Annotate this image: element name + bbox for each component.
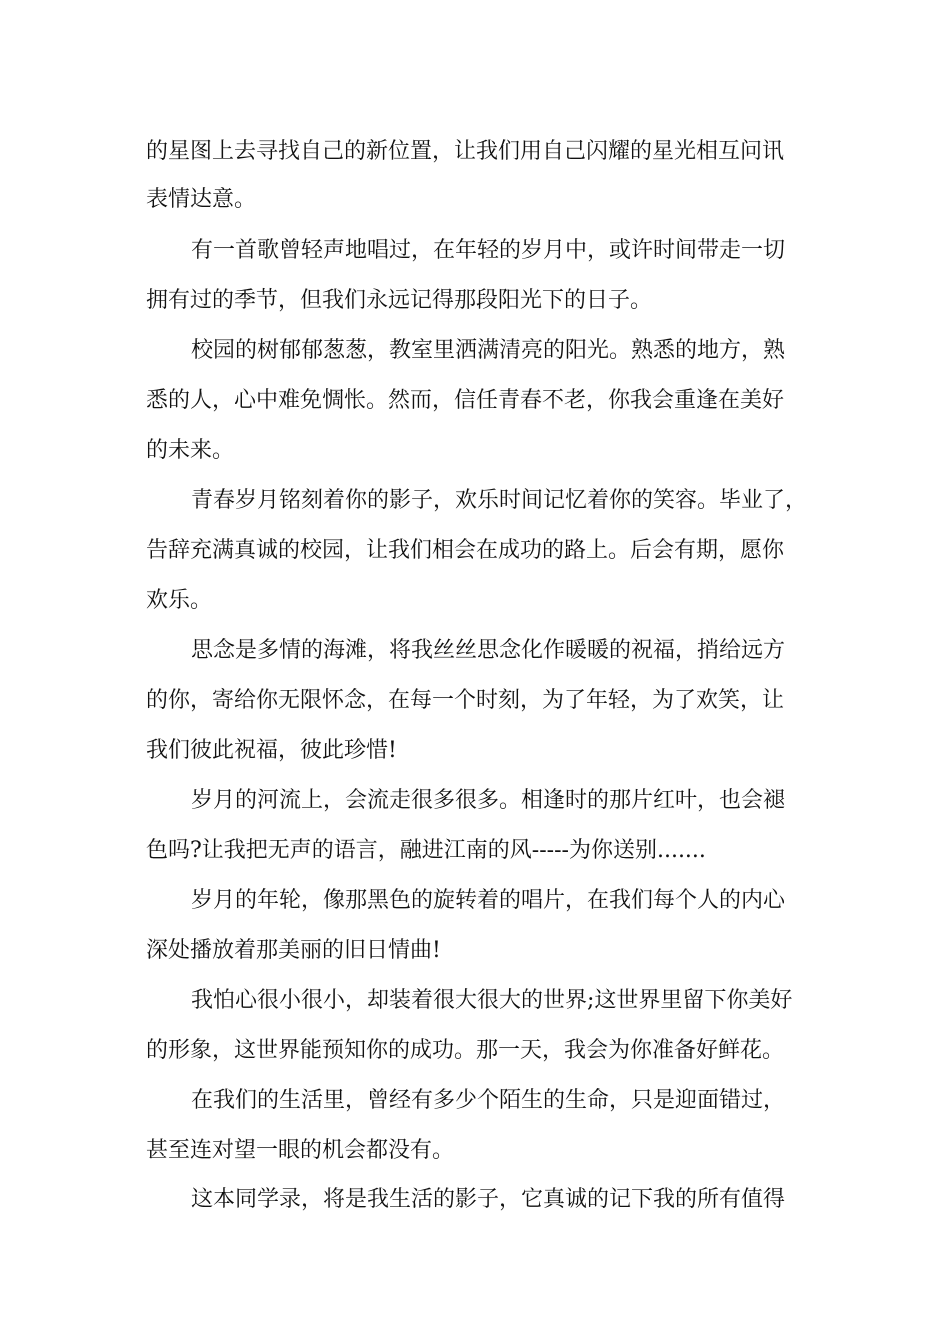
text-line: 岁月的河流上，会流走很多很多。相逢时的那片红叶，也会褪 [191, 788, 786, 813]
text-line: 的未来。 [146, 438, 235, 463]
text-line: 青春岁月铭刻着你的影子，欢乐时间记忆着你的笑容。毕业了， [191, 488, 808, 513]
text-line: 悉的人，心中难免惆怅。然而，信任青春不老，你我会重逢在美好 [146, 388, 785, 413]
text-line: 色吗?让我把无声的语言，融进江南的风-----为你送别....... [146, 838, 706, 863]
text-line: 有一首歌曾轻声地唱过，在年轻的岁月中，或许时间带走一切 [191, 238, 786, 263]
text-line: 的形象，这世界能预知你的成功。那一天，我会为你准备好鲜花。 [146, 1038, 785, 1063]
text-line: 我们彼此祝福，彼此珍惜! [146, 738, 397, 763]
text-line: 思念是多情的海滩，将我丝丝思念化作暖暖的祝福，捎给远方 [191, 638, 786, 663]
text-line: 在我们的生活里，曾经有多少个陌生的生命，只是迎面错过， [191, 1088, 786, 1113]
text-line: 表情达意。 [146, 187, 257, 212]
text-line: 这本同学录，将是我生活的影子，它真诚的记下我的所有值得 [191, 1187, 786, 1212]
text-line: 甚至连对望一眼的机会都没有。 [146, 1138, 455, 1163]
text-line: 拥有过的季节，但我们永远记得那段阳光下的日子。 [146, 288, 653, 313]
text-line: 告辞充满真诚的校园，让我们相会在成功的路上。后会有期，愿你 [146, 538, 785, 563]
text-line: 深处播放着那美丽的旧日情曲! [146, 938, 441, 963]
text-line: 欢乐。 [146, 588, 213, 613]
text-line: 校园的树郁郁葱葱，教室里洒满清亮的阳光。熟悉的地方，熟 [191, 338, 786, 363]
text-line: 的你，寄给你无限怀念，在每一个时刻，为了年轻，为了欢笑，让 [146, 688, 785, 713]
text-line: 我怕心很小很小，却装着很大很大的世界;这世界里留下你美好 [191, 988, 793, 1013]
text-line: 的星图上去寻找自己的新位置，让我们用自己闪耀的星光相互问讯 [146, 139, 785, 164]
text-line: 岁月的年轮，像那黑色的旋转着的唱片，在我们每个人的内心 [191, 888, 786, 913]
